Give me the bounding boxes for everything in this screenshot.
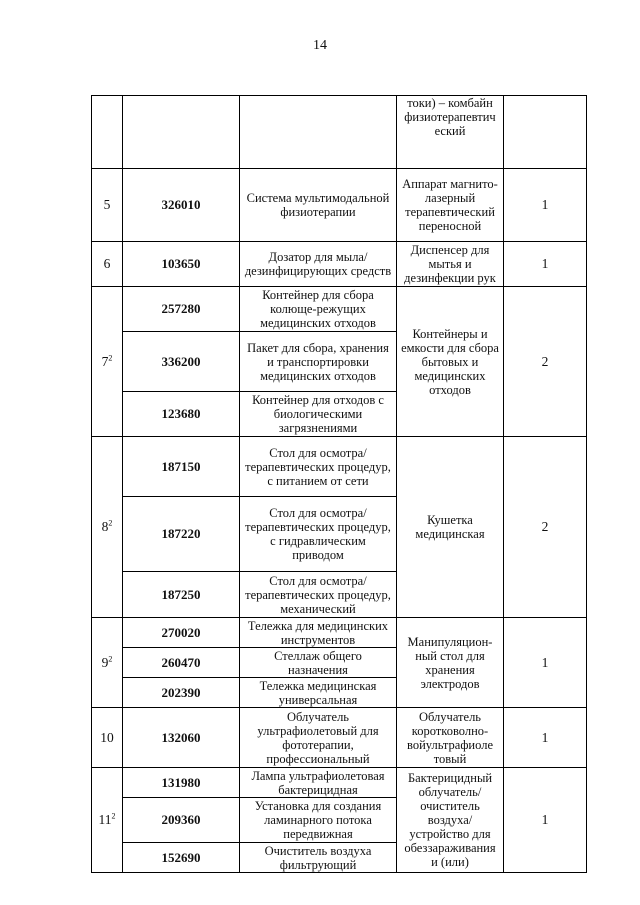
code-cell: 132060 <box>123 708 240 768</box>
code-cell: 326010 <box>123 169 240 242</box>
table-row <box>92 437 587 497</box>
quantity-cell: 1 <box>504 618 587 708</box>
row-number-cell: 10 <box>92 708 123 768</box>
row-number-cell: 5 <box>92 169 123 242</box>
quantity-cell: 1 <box>504 768 587 873</box>
row-number-cell: $11^2$ <box>92 768 123 873</box>
code-cell: 336200 <box>123 332 240 392</box>
code-cell: 103650 <box>123 242 240 287</box>
quantity-cell: 2 <box>504 437 587 618</box>
description-cell: Аппарат магнито- лазерный терапевтический переносной <box>397 169 504 242</box>
code-cell: 123680 <box>123 392 240 437</box>
name-cell: Пакет для сбора, хранения и транспортировки медицинских отходов <box>240 332 397 392</box>
name-cell: Стол для осмотра/терапевтических процедур, механический <box>240 572 397 618</box>
code-cell <box>123 96 240 169</box>
name-cell: Контейнер для отходов с биологическими загрязнениями <box>240 392 397 437</box>
page-number: 14 <box>313 38 327 53</box>
name-cell: Система мультимодальной физиотерапии <box>240 169 397 242</box>
table-row <box>92 242 587 287</box>
description-cell: Кушетка медицинская <box>397 437 504 618</box>
row-number-cell: $8^2$ <box>92 437 123 618</box>
name-cell: Стол для осмотра/терапевтических процедур, с гидравлическим приводом <box>240 497 397 572</box>
table-row <box>92 708 587 768</box>
quantity-cell <box>504 96 587 169</box>
name-cell: Дозатор для мыла/ дезинфицирующих средств <box>240 242 397 287</box>
name-cell: Облучатель ультрафиолетовый для фототерапии, профессиональный <box>240 708 397 768</box>
description-cell: токи) – комбайн физиотерапевтич еский <box>397 96 504 169</box>
code-cell: 257280 <box>123 287 240 332</box>
name-cell: Контейнер для сбора колюще-режущих медицинских отходов <box>240 287 397 332</box>
name-cell <box>240 96 397 169</box>
name-cell: Установка для создания ламинарного потока передвижная <box>240 798 397 843</box>
table-row <box>92 96 587 169</box>
table-row <box>92 768 587 798</box>
quantity-cell: 1 <box>504 708 587 768</box>
name-cell: Тележка медицинская универсальная <box>240 678 397 708</box>
code-cell: 260470 <box>123 648 240 678</box>
code-cell: 209360 <box>123 798 240 843</box>
description-cell: Бактерицидный облучатель/ очиститель воздуха/ устройство для обеззараживания и (или) <box>397 768 504 873</box>
row-number-cell: $7^2$ <box>92 287 123 437</box>
quantity-cell: 1 <box>504 242 587 287</box>
table-row <box>92 287 587 332</box>
code-cell: 187250 <box>123 572 240 618</box>
quantity-cell: 1 <box>504 169 587 242</box>
description-cell: Контейнеры и емкости для сбора бытовых и медицинских отходов <box>397 287 504 437</box>
row-number-cell <box>92 96 123 169</box>
table-row <box>92 618 587 648</box>
description-cell: Диспенсер для мытья и дезинфекции рук <box>397 242 504 287</box>
code-cell: 152690 <box>123 843 240 873</box>
description-cell: Облучатель коротковолно- войультрафиоле товый <box>397 708 504 768</box>
code-cell: 131980 <box>123 768 240 798</box>
description-cell: Манипуляцион- ный стол для хранения электродов <box>397 618 504 708</box>
code-cell: 270020 <box>123 618 240 648</box>
name-cell: Очиститель воздуха фильтрующий <box>240 843 397 873</box>
code-cell: 202390 <box>123 678 240 708</box>
name-cell: Стеллаж общего назначения <box>240 648 397 678</box>
table-row <box>92 169 587 242</box>
row-number-cell: 6 <box>92 242 123 287</box>
row-number-cell: $9^2$ <box>92 618 123 708</box>
name-cell: Тележка для медицинских инструментов <box>240 618 397 648</box>
name-cell: Стол для осмотра/терапевтических процедур, с питанием от сети <box>240 437 397 497</box>
equipment-table <box>91 95 587 873</box>
code-cell: 187150 <box>123 437 240 497</box>
name-cell: Лампа ультрафиолетовая бактерицидная <box>240 768 397 798</box>
code-cell: 187220 <box>123 497 240 572</box>
quantity-cell: 2 <box>504 287 587 437</box>
